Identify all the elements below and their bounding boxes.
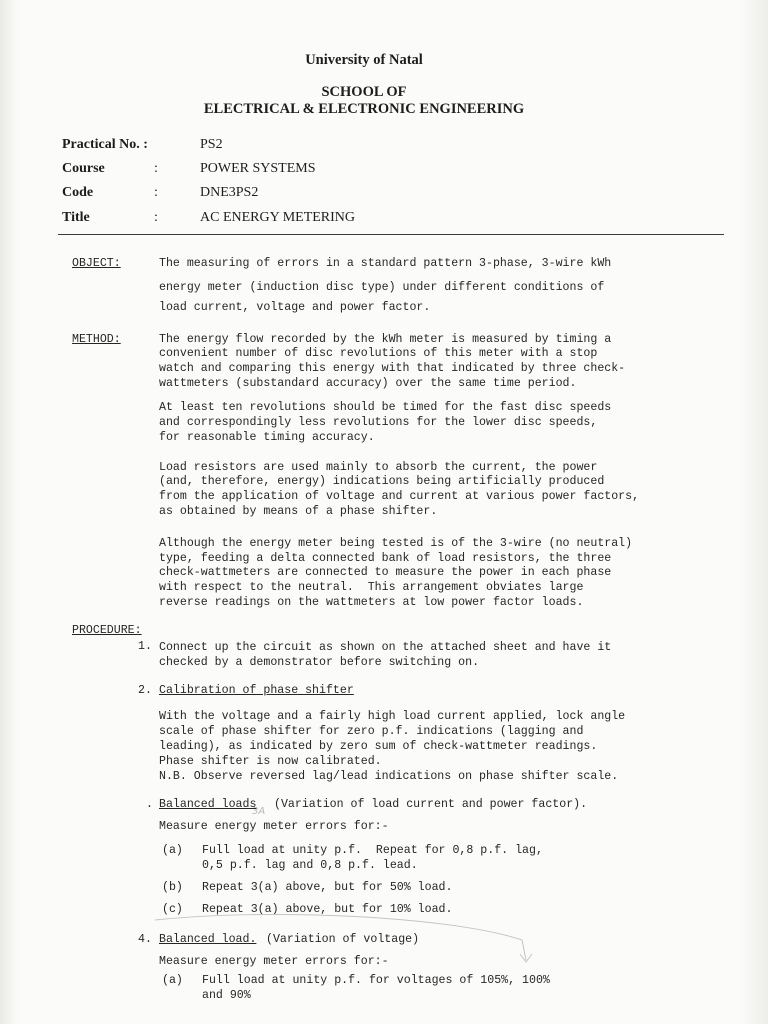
- info-key: Title: [62, 210, 90, 225]
- method-line: check-wattmeters are connected to measure the power in each phase: [159, 566, 612, 579]
- item-letter: (a): [162, 974, 183, 987]
- method-line: type, feeding a delta connected bank of load resistors, the three: [159, 552, 612, 565]
- pencil-annotation: 3A: [252, 806, 266, 817]
- method-line: as obtained by means of a phase shifter.: [159, 505, 438, 518]
- item-line: Repeat 3(a) above, but for 50% load.: [202, 881, 453, 894]
- school-title-line1: SCHOOL OF: [321, 84, 407, 100]
- info-key: Code: [62, 185, 94, 200]
- header-divider: [58, 234, 724, 235]
- info-value: POWER SYSTEMS: [200, 161, 316, 176]
- step-line: leading), as indicated by zero sum of check-wattmeter readings.: [159, 740, 598, 753]
- scan-shadow-left: [0, 0, 18, 1024]
- step-heading-rest: (Variation of load current and power factor).: [274, 798, 588, 811]
- item-letter: (a): [162, 844, 183, 857]
- scan-shadow-right: [740, 0, 768, 1024]
- object-line: energy meter (induction disc type) under different conditions of: [159, 281, 605, 294]
- step-number: 1.: [138, 640, 152, 653]
- method-line: The energy flow recorded by the kWh meter is measured by timing a: [159, 333, 612, 346]
- step-heading-rest: (Variation of voltage): [266, 933, 420, 946]
- step-number: 4.: [138, 933, 152, 946]
- item-line: Repeat 3(a) above, but for 10% load.: [202, 903, 453, 916]
- method-line: from the application of voltage and current at various power factors,: [159, 490, 640, 503]
- step-intro: Measure energy meter errors for:-: [159, 955, 389, 968]
- method-line: Although the energy meter being tested is of the 3-wire (no neutral): [159, 537, 633, 550]
- object-label: OBJECT:: [72, 257, 121, 270]
- object-line: The measuring of errors in a standard pattern 3-phase, 3-wire kWh: [159, 257, 612, 270]
- step-heading: Calibration of phase shifter: [159, 684, 354, 697]
- step-intro: Measure energy meter errors for:-: [159, 820, 389, 833]
- step-number: .: [146, 798, 153, 811]
- info-value: PS2: [200, 137, 223, 152]
- step-heading: Balanced load.: [159, 933, 257, 946]
- step-number: 2.: [138, 684, 152, 697]
- method-line: Load resistors are used mainly to absorb the current, the power: [159, 461, 598, 474]
- item-line: Full load at unity p.f. Repeat for 0,8 p.f. lag,: [202, 844, 543, 857]
- step-line: scale of phase shifter for zero p.f. indications (lagging and: [159, 725, 584, 738]
- method-line: reverse readings on the wattmeters at low power factor loads.: [159, 596, 584, 609]
- step-line: With the voltage and a fairly high load current applied, lock angle: [159, 710, 626, 723]
- step-heading: Balanced loads: [159, 798, 257, 811]
- step-line: checked by a demonstrator before switching on.: [159, 656, 480, 669]
- method-line: with respect to the neutral. This arrangement obviates large: [159, 581, 584, 594]
- item-letter: (c): [162, 903, 183, 916]
- step-line: N.B. Observe reversed lag/lead indications on phase shifter scale.: [159, 770, 619, 783]
- info-key: Practical No. :: [62, 137, 148, 152]
- info-colon: :: [154, 210, 158, 225]
- item-line: Full load at unity p.f. for voltages of 105%, 100%: [202, 974, 550, 987]
- method-line: and correspondingly less revolutions for the lower disc speeds,: [159, 416, 598, 429]
- method-line: for reasonable timing accuracy.: [159, 431, 375, 444]
- method-line: At least ten revolutions should be timed for the fast disc speeds: [159, 401, 612, 414]
- step-line: Phase shifter is now calibrated.: [159, 755, 382, 768]
- item-line: 0,5 p.f. lag and 0,8 p.f. lead.: [202, 859, 418, 872]
- method-line: wattmeters (substandard accuracy) over the same time period.: [159, 377, 577, 390]
- procedure-label: PROCEDURE:: [72, 624, 142, 637]
- object-line: load current, voltage and power factor.: [159, 301, 431, 314]
- step-line: Connect up the circuit as shown on the attached sheet and have it: [159, 641, 612, 654]
- item-letter: (b): [162, 881, 183, 894]
- item-line: and 90%: [202, 989, 251, 1002]
- info-colon: :: [154, 161, 158, 176]
- method-label: METHOD:: [72, 333, 121, 346]
- school-title-line2: ELECTRICAL & ELECTRONIC ENGINEERING: [203, 101, 525, 117]
- info-value: AC ENERGY METERING: [200, 210, 356, 225]
- method-line: watch and comparing this energy with that indicated by three check-: [159, 362, 626, 375]
- info-value: DNE3PS2: [200, 185, 259, 200]
- method-line: (and, therefore, energy) indications being artificially produced: [159, 475, 605, 488]
- university-name: University of Natal: [305, 52, 423, 68]
- method-line: convenient number of disc revolutions of this meter with a stop: [159, 347, 598, 360]
- info-key: Course: [62, 161, 105, 176]
- info-colon: :: [154, 185, 158, 200]
